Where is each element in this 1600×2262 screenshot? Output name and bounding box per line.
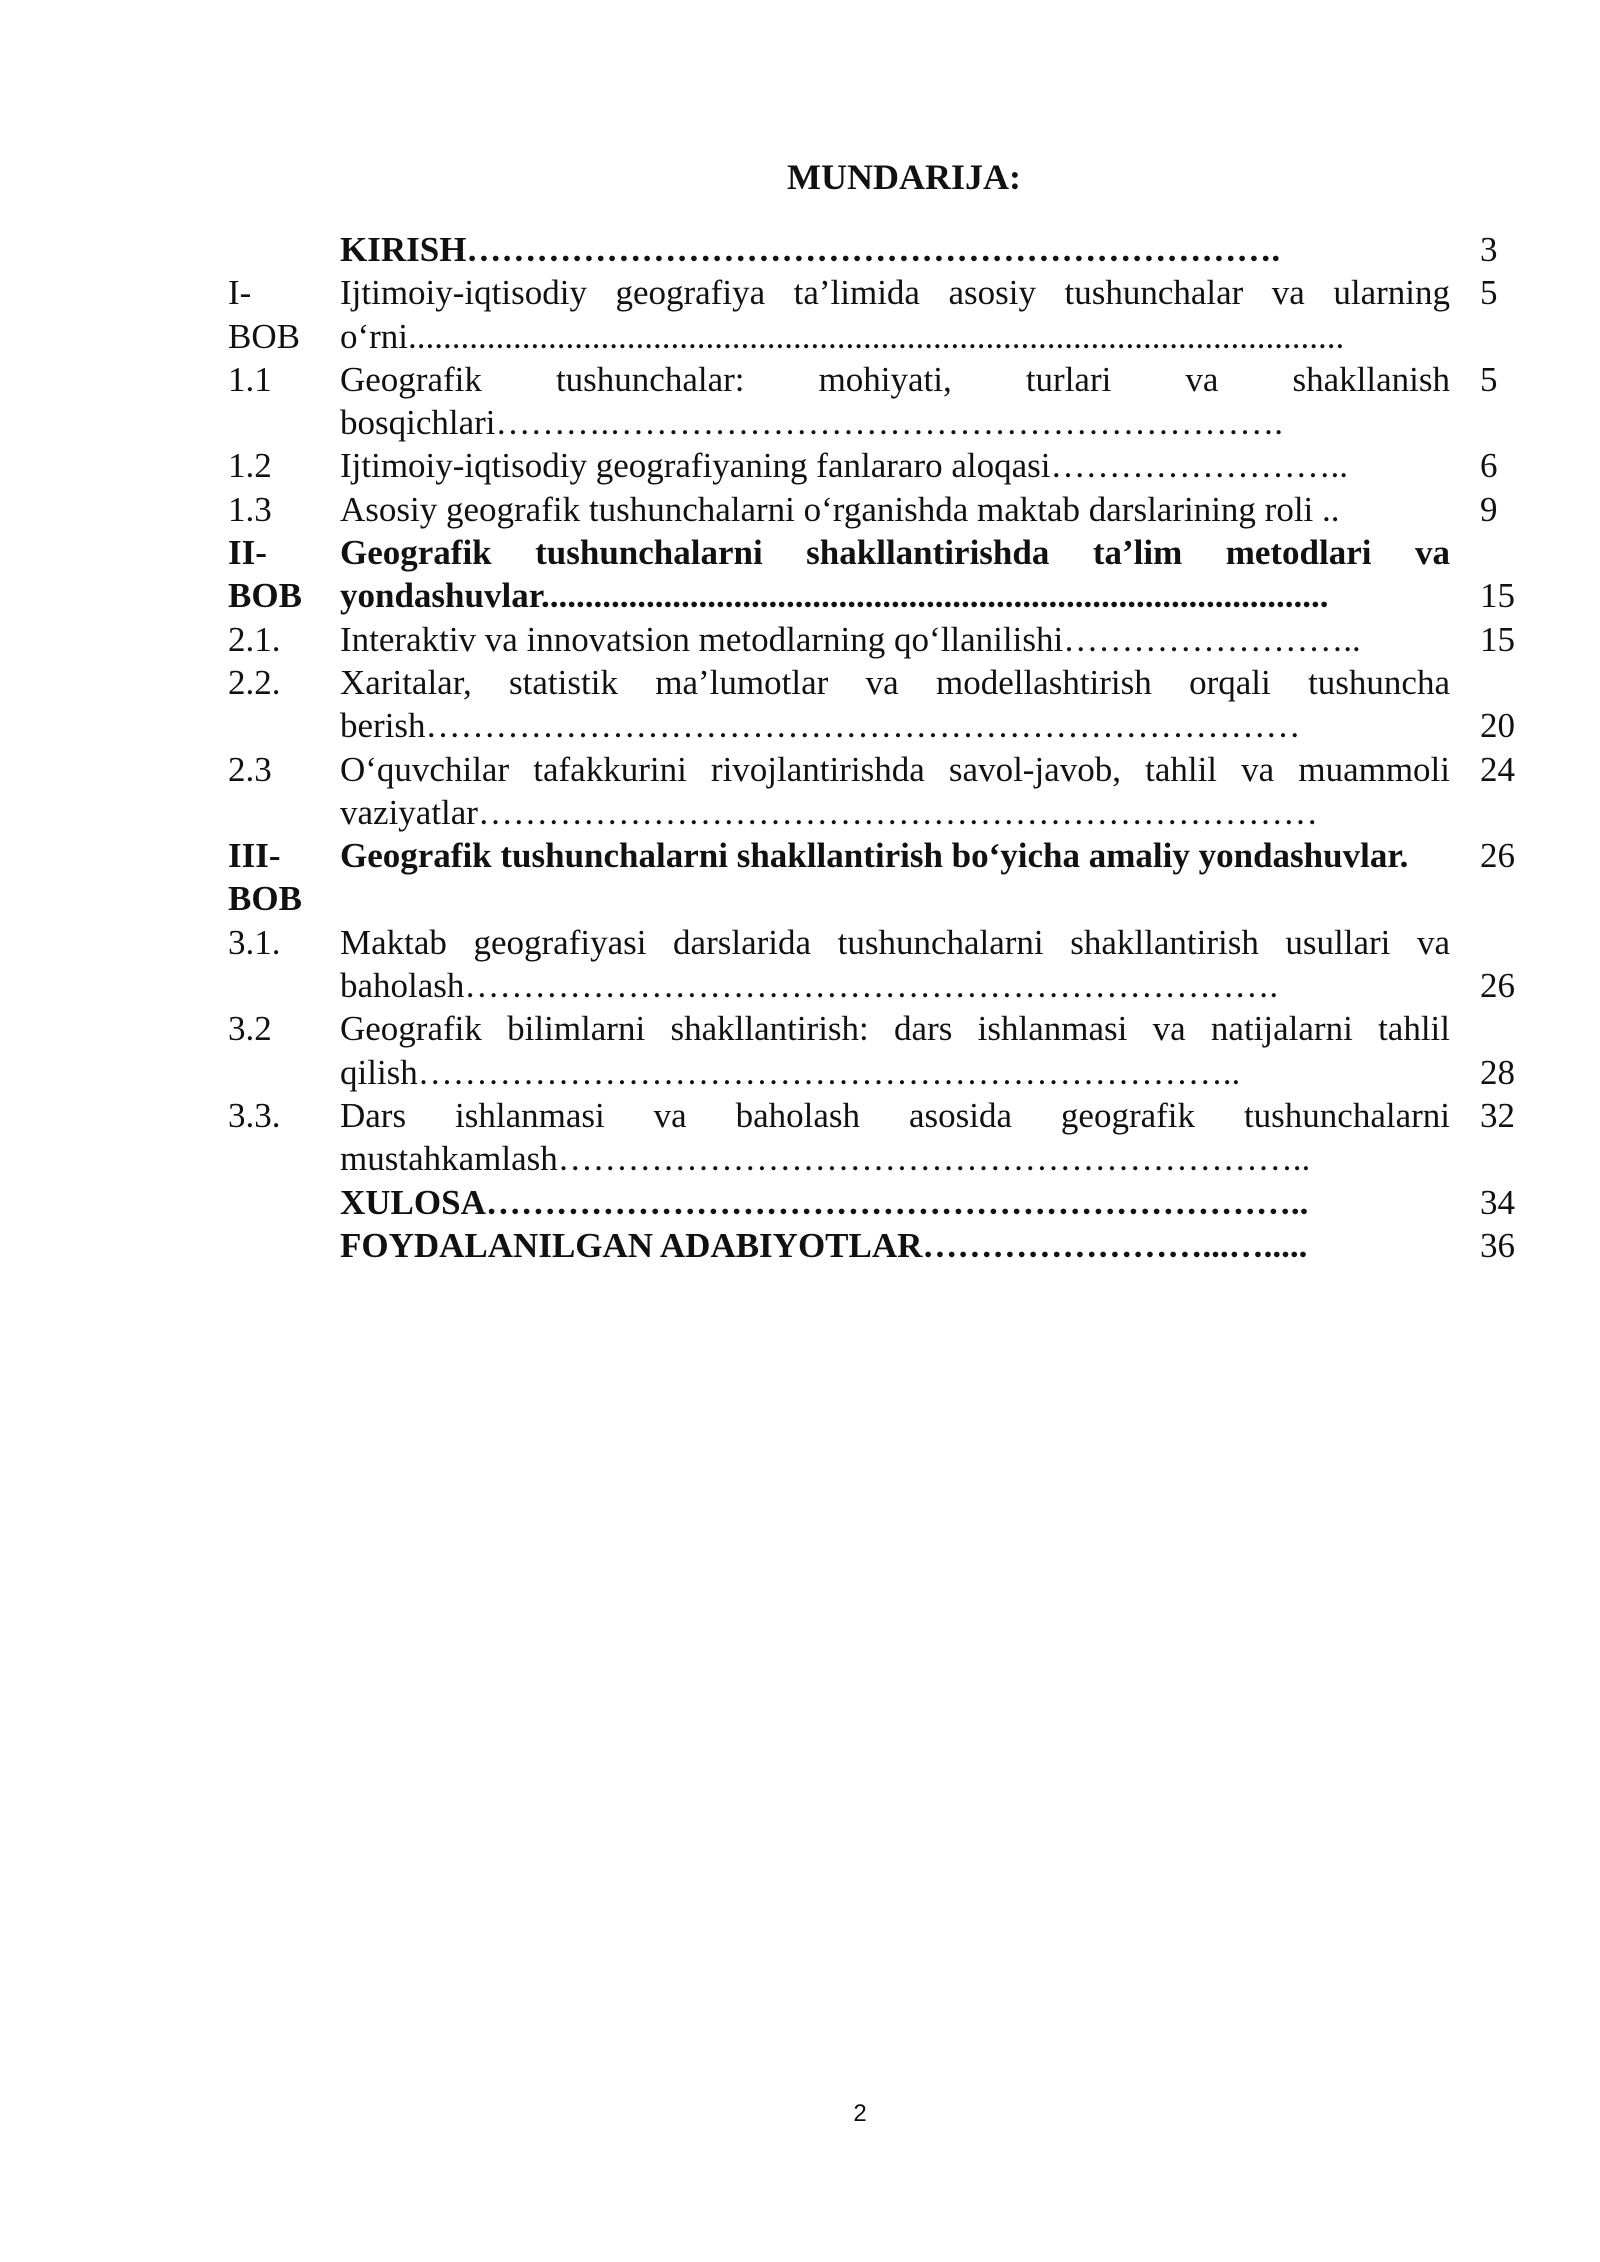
toc-entry-number: I- BOB [228,273,300,356]
toc-entry-page: 26 [1480,836,1515,876]
toc-entry-title: Ijtimoiy-iqtisodiy geografiya ta’limida asosiy tushunchalar va ularning o‘rni........................................................................................................... [340,273,1450,356]
toc-entry [228,1181,1518,1224]
page-number: 2 [853,2100,867,2127]
toc-entry-number: 3.2 [228,1009,272,1049]
toc-entry [228,488,1518,531]
toc-entry [228,228,1518,271]
toc-entry [228,834,1518,921]
toc-entry-title: Xaritalar, statistik ma’lumotlar va modellashtirish orqali tushuncha berish………………………………………………………………… [340,662,1450,746]
toc-entry-title: Geografik tushunchalarni shakllantirish bo‘yicha amaliy yondashuvlar. [340,836,1409,876]
toc-entry [228,1094,1518,1181]
toc-entry [228,921,1518,1008]
toc-entry-title: Geografik tushunchalarni shakllantirishda ta’lim metodlari va yondashuvlar.......................................................................................... [340,533,1450,616]
toc-entry-number: 2.3 [228,749,272,789]
toc-entry-page: 34 [1480,1182,1515,1222]
toc-entry-page: 20 [1480,706,1515,746]
toc-entry-title: Maktab geografiyasi darslarida tushunchalarni shakllantirish usullari va baholash……………………………………………………………. [340,922,1450,1006]
toc-entry-page: 28 [1480,1052,1515,1092]
toc-entry-number: 1.3 [228,489,272,529]
toc-entry-number: II- BOB [228,533,302,616]
toc-entry-number: 2.2. [228,662,281,702]
toc-entry-page: 5 [1480,273,1498,313]
toc-entry-title: Geografik bilimlarni shakllantirish: dars ishlanmasi va natijalarni tahlil qilish…………………………………………………………….. [340,1009,1450,1092]
toc-entry-page: 9 [1480,489,1498,529]
toc-entry-number: 1.1 [228,359,272,399]
toc-entry-title: FOYDALANILGAN ADABIYOTLAR……………………...…..... [340,1225,1308,1265]
toc-entry-page: 6 [1480,446,1498,486]
table-of-contents [228,228,1518,1267]
toc-entry [228,1007,1518,1094]
toc-entry-title: Interaktiv va innovatsion metodlarning qo‘llanilishi…………………….. [340,619,1361,659]
toc-entry-page: 26 [1480,966,1515,1006]
toc-entry [228,661,1518,748]
toc-entry-number: 3.3. [228,1095,281,1135]
toc-entry-title: Asosiy geografik tushunchalarni o‘rganishda maktab darslarining roli .. [340,489,1340,529]
toc-entry [228,271,1518,358]
toc-entry [228,748,1518,835]
toc-entry-title: XULOSA…………………………………………………………….. [340,1182,1309,1222]
toc-entry-page: 32 [1480,1095,1515,1135]
toc-entry-page: 5 [1480,359,1498,399]
toc-entry [228,1224,1518,1267]
toc-entry [228,358,1518,445]
toc-entry-number: 1.2 [228,446,272,486]
toc-entry-page: 36 [1480,1225,1515,1265]
toc-entry-page: 24 [1480,749,1515,789]
toc-entry-number: 2.1. [228,619,281,659]
toc-entry-title: O‘quvchilar tafakkurini rivojlantirishda savol-javob, tahlil va muammoli vaziyatlar……………………………………………………………… [340,749,1450,832]
toc-entry-title: Dars ishlanmasi va baholash asosida geografik tushunchalarni mustahkamlash……………………………………………………….. [340,1095,1450,1179]
toc-entry-number: III- BOB [228,836,302,919]
toc-entry [228,618,1518,661]
toc-entry-page: 3 [1480,230,1498,269]
toc-entry [228,444,1518,487]
toc-entry-page: 15 [1480,576,1515,616]
toc-entry-title: Geografik tushunchalar: mohiyati, turlari va shakllanish bosqichlari……….…………………………………………………. [340,359,1450,443]
toc-entry-number: 3.1. [228,922,281,962]
toc-entry [228,531,1518,618]
page-title: MUNDARIJA: [787,157,1021,197]
toc-entry-title: KIRISH……………………………………………………………. [340,230,1281,269]
toc-entry-title: Ijtimoiy-iqtisodiy geografiyaning fanlararo aloqasi…………………….. [340,446,1348,486]
toc-entry-page: 15 [1480,619,1515,659]
